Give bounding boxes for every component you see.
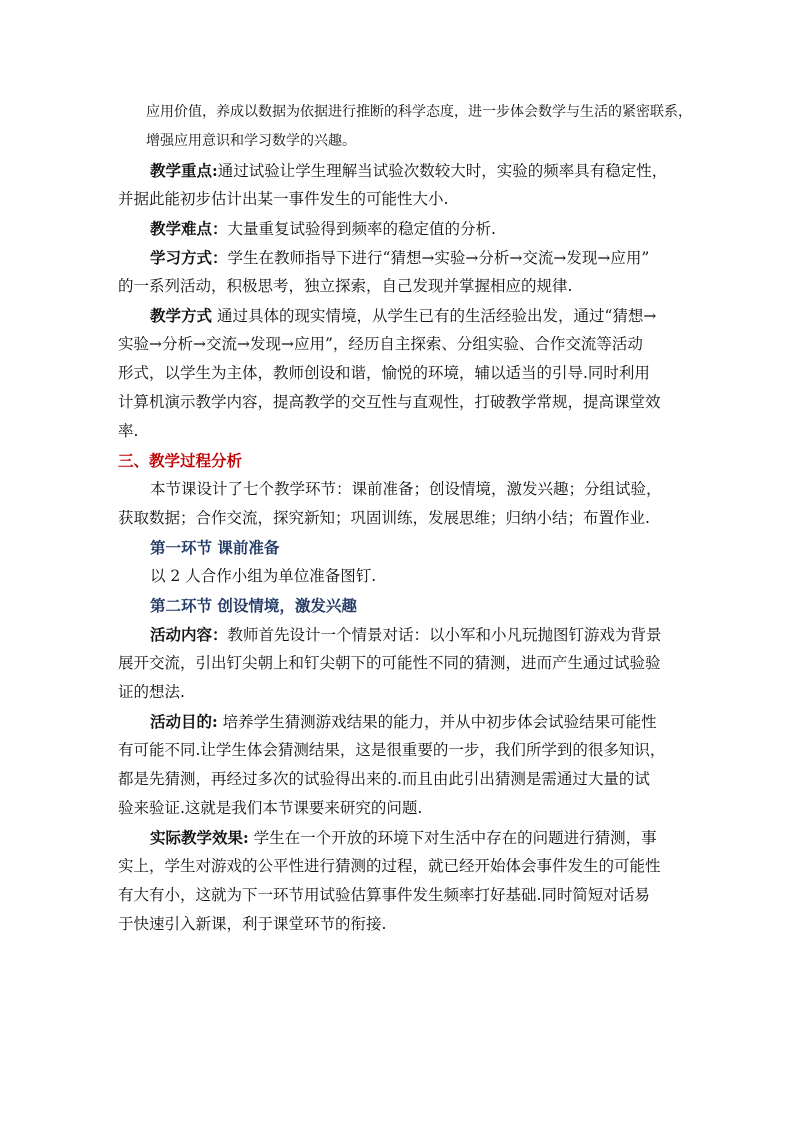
activity-goal-line-1: [118, 707, 678, 736]
difficulty-line: [118, 214, 678, 243]
key-point-line-1: [118, 156, 678, 185]
activity-content-text: 教师首先设计一个情景对话：以小军和小凡玩抛图钉游戏为背景: [227, 626, 662, 644]
stage-1-line-1: 以 2 人合作小组为单位准备图钉.: [150, 567, 377, 585]
teaching-method-line-5: 率.: [118, 422, 139, 440]
activity-content-line-1: [118, 620, 678, 649]
stage-1-heading: 第一环节 课前准备: [150, 538, 280, 557]
learning-method-line-2: 的一系列活动，积极思考，独立探索，自己发现并掌握相应的规律.: [118, 277, 573, 295]
activity-content-line-2: 展开交流，引出钉尖朝上和钉尖朝下的可能性不同的猜测，进而产生通过试验验: [118, 654, 661, 672]
teaching-method-line-4: 计算机演示教学内容，提高教学的交互性与直观性，打破教学常规，提高课堂效: [118, 393, 661, 411]
section-3-heading: 三、教学过程分析: [118, 451, 243, 470]
actual-effect-line-1: [118, 823, 678, 852]
actual-effect-label: 实际教学效果:: [150, 828, 249, 847]
actual-effect-line-2: 实上，学生对游戏的公平性进行猜测的过程，就已经开始体会事件发生的可能性: [118, 857, 661, 875]
stage-2-heading: 第二环节 创设情境，激发兴趣: [150, 596, 357, 615]
key-point-label: 教学重点:: [150, 161, 218, 180]
activity-goal-label: 活动目的:: [150, 712, 218, 731]
section-3-line-2: 获取数据；合作交流，探究新知；巩固训练，发展思维；归纳小结；布置作业.: [118, 509, 650, 527]
teaching-method-line-2: 实验→分析→交流→发现→应用”，经历自主探索、分组实验、合作交流等活动: [118, 335, 643, 353]
difficulty-text: 大量重复试验得到频率的稳定值的分析.: [227, 220, 496, 238]
learning-method-label: 学习方式：: [150, 248, 228, 267]
activity-goal-line-3: 都是先猜测，再经过多次的试验得出来的.而且由此引出猜测是需通过大量的试: [118, 770, 650, 788]
teaching-method-text: 通过具体的现实情境，从学生已有的生活经验出发，通过“猜想→: [216, 307, 657, 325]
document-page: [118, 98, 692, 939]
section-3-line-1: 本节课设计了七个教学环节：课前准备；创设情境，激发兴趣；分组试验，: [150, 480, 662, 498]
intro-line-1: 应用价值，养成以数据为依据进行推断的科学态度，进一步体会数学与生活的紧密联系，: [146, 104, 692, 120]
key-point-text: 通过试验让学生理解当试验次数较大时，实验的频率具有稳定性，: [217, 162, 668, 180]
activity-goal-line-4: 验来验证.这就是我们本节课要来研究的问题.: [118, 799, 423, 817]
activity-content-label: 活动内容：: [150, 625, 228, 644]
teaching-method-label: 教学方式: [150, 306, 213, 325]
learning-method-line-1: [118, 243, 678, 272]
activity-goal-line-2: 有可能不同.让学生体会猜测结果，这是很重要的一步，我们所学到的很多知识，: [118, 741, 666, 759]
difficulty-label: 教学难点：: [150, 219, 228, 238]
teaching-method-line-3: 形式，以学生为主体，教师创设和谐，愉悦的环境，辅以适当的引导.同时利用: [118, 364, 650, 382]
teaching-method-line-1: [118, 301, 678, 330]
actual-effect-text: 学生在一个开放的环境下对生活中存在的问题进行猜测，事: [253, 829, 657, 847]
actual-effect-line-4: 于快速引入新课，利于课堂环节的衔接.: [118, 915, 387, 933]
key-point-line-2: 并据此能初步估计出某一事件发生的可能性大小.: [118, 190, 449, 208]
learning-method-text: 学生在教师指导下进行“猜想→实验→分析→交流→发现→应用”: [227, 249, 650, 267]
activity-content-line-3: 证的想法.: [118, 683, 185, 701]
activity-goal-text: 培养学生猜测游戏结果的能力，并从中初步体会试验结果可能性: [222, 713, 657, 731]
actual-effect-line-3: 有大有小，这就为下一环节用试验估算事件发生频率打好基础.同时简短对话易: [118, 886, 650, 904]
intro-line-2: 增强应用意识和学习数学的兴趣。: [146, 133, 356, 149]
